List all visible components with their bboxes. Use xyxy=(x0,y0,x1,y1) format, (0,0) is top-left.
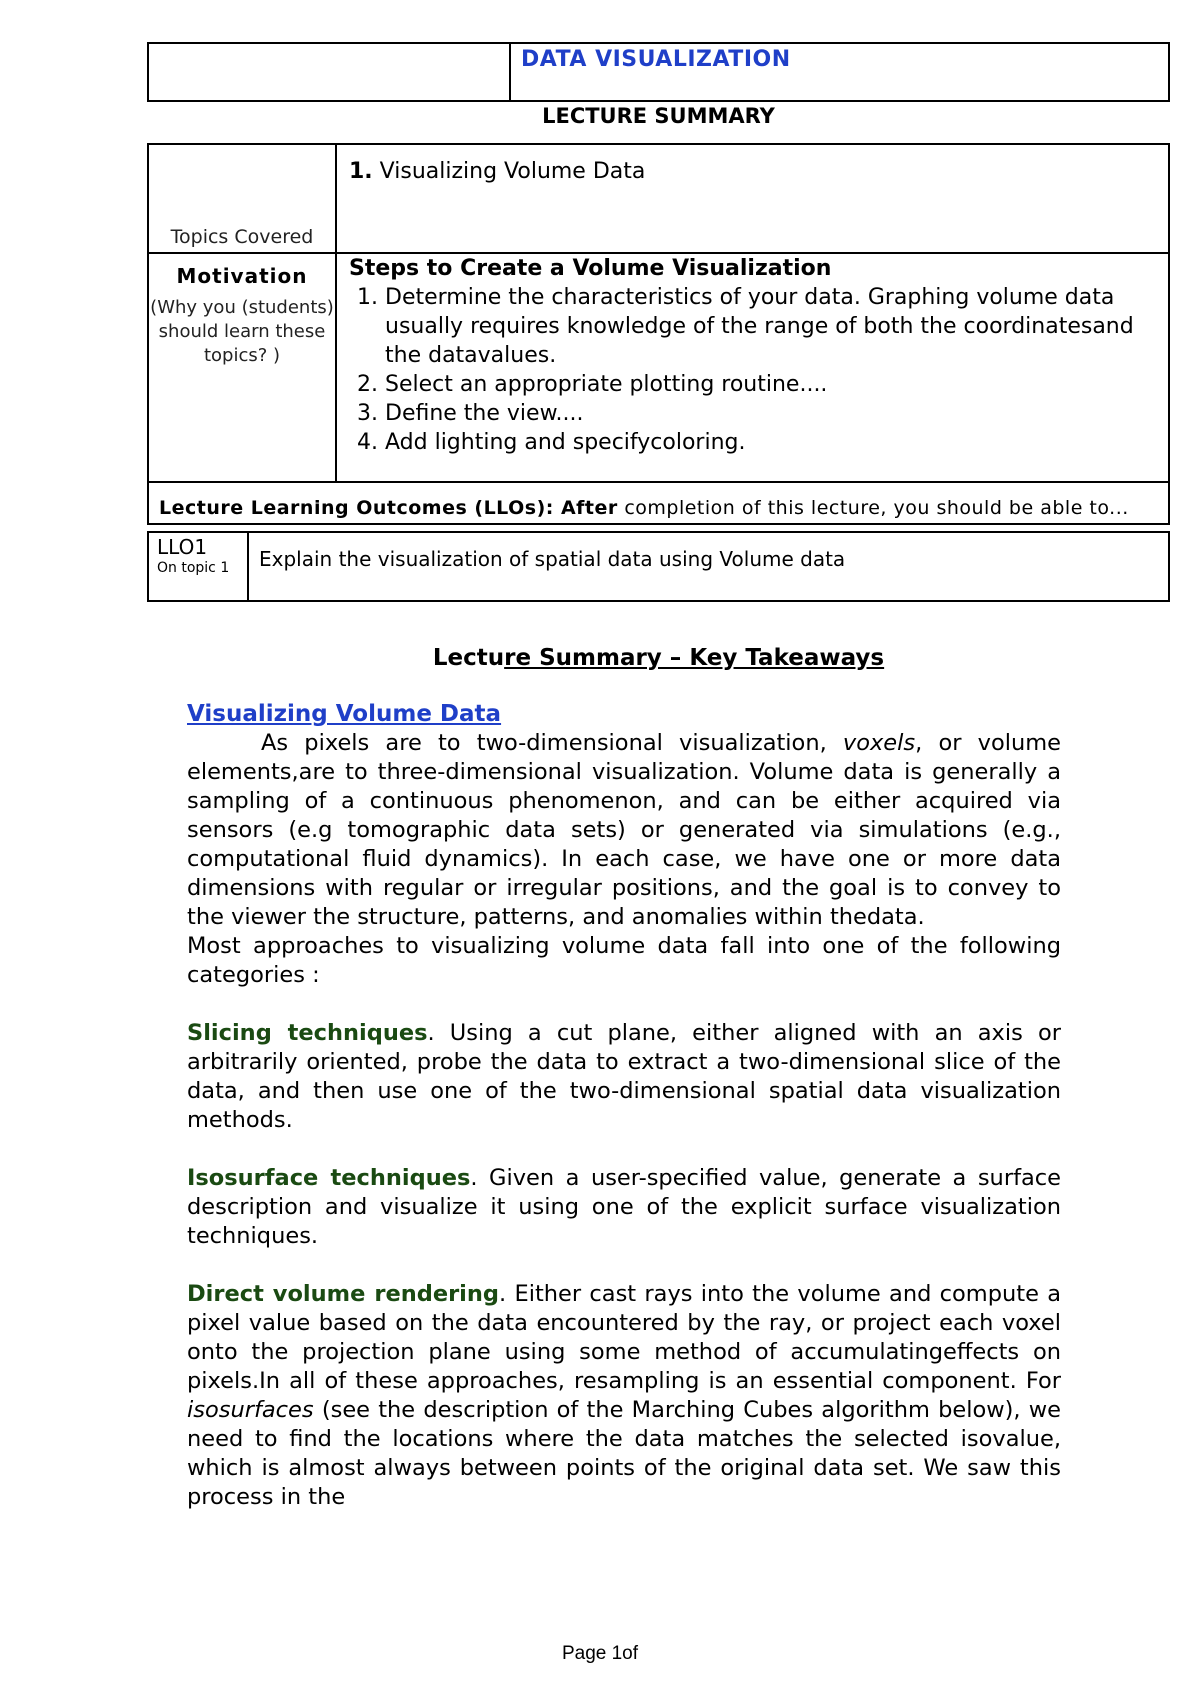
paragraph-slicing xyxy=(187,1019,1061,1135)
lecture-summary-label: LECTURE SUMMARY xyxy=(542,104,775,128)
takeaways-body xyxy=(187,700,1061,1512)
topic-item: Visualizing Volume Data xyxy=(379,159,646,184)
p1-text-a: As pixels are to two-dimensional visualization, xyxy=(261,730,843,756)
motivation-title: Motivation xyxy=(176,264,308,288)
llo-intro-rest: completion of this lecture, you should be able to... xyxy=(617,497,1129,519)
topic-number: 1. xyxy=(349,159,373,184)
steps-cell xyxy=(336,253,1169,482)
header-blank-cell xyxy=(149,44,511,100)
paragraph-voxels xyxy=(187,729,1061,932)
llo-topic: On topic 1 xyxy=(157,560,230,576)
topics-label: Topics Covered xyxy=(148,144,336,253)
dvr-text-b: (see the description of the Marching Cubes algorithm below), we need to find the locations where the data matches the selected isovalue, which is almost always between points of the original data set. We saw this process in the xyxy=(187,1397,1061,1510)
dvr-text-a: . Either cast rays into the volume and compute a pixel value based on the data encountered by the ray, or project each voxel onto the projection plane using some method of accumulatingeffects on pixels.In all of these approaches, resampling is an essential component. For xyxy=(187,1281,1061,1394)
motivation-subtitle: (Why you (students) should learn these topics? ) xyxy=(150,297,334,366)
llo-text: Explain the visualization of spatial data using Volume data xyxy=(248,532,1169,601)
key-takeaways-title-b: re Summary – Key Takeaways xyxy=(504,645,885,671)
llo-code: LLO1 xyxy=(157,535,208,559)
llo-table xyxy=(147,531,1170,602)
step-item: 4. Add lighting and specifycoloring. xyxy=(385,428,1156,457)
slicing-label: Slicing techniques xyxy=(187,1020,428,1046)
paragraph-categories: Most approaches to visualizing volume data fall into one of the following categories : xyxy=(187,933,1061,988)
table-row xyxy=(148,532,1169,601)
step-item: 1. Determine the characteristics of your data. Graphing volume data usually requires knowledge of the range of both the coordinatesand the datavalues. xyxy=(385,283,1156,370)
step-item: 3. Define the view.... xyxy=(385,399,1156,428)
course-header xyxy=(147,42,1170,102)
llo-intro-bold: Lecture Learning Outcomes (LLOs): After xyxy=(159,497,618,519)
summary-table xyxy=(147,143,1170,525)
key-takeaways-title-a: Lectu xyxy=(432,645,505,671)
isosurface-label: Isosurface techniques xyxy=(187,1165,471,1191)
motivation-cell xyxy=(148,253,336,482)
llo-code-cell xyxy=(148,532,248,601)
paragraph-isosurface xyxy=(187,1164,1061,1251)
steps-title: Steps to Create a Volume Visualization xyxy=(349,256,832,281)
p1-voxels: voxels xyxy=(842,730,916,756)
paragraph-direct-volume xyxy=(187,1280,1061,1512)
key-takeaways-title xyxy=(147,645,1170,671)
llo-intro xyxy=(148,482,1169,524)
dvr-label: Direct volume rendering xyxy=(187,1281,500,1307)
course-title: DATA VISUALIZATION xyxy=(521,47,791,72)
isosurface-text: . Given a user-specified value, generate a surface description and visualize it using one of the explicit surface visualization techniques. xyxy=(187,1165,1061,1249)
p1-text-b: , or volume elements,are to three-dimensional visualization. Volume data is generally a sampling of a continuous phenomenon, and can be either acquired via sensors (e.g tomographic data sets) or generated via simulations (e.g., computational fluid dynamics). In each case, we have one or more data dimensions with regular or irregular positions, and the goal is to convey to the viewer the structure, patterns, and anomalies within thedata. xyxy=(187,730,1061,930)
section-heading-link[interactable]: Visualizing Volume Data xyxy=(187,701,502,727)
steps-list xyxy=(349,283,1156,457)
page-number: Page 1of xyxy=(561,1643,639,1664)
topics-cell xyxy=(336,144,1169,253)
slicing-text: . Using a cut plane, either aligned with an axis or arbitrarily oriented, probe the data to extract a two-dimensional slice of the data, and then use one of the two-dimensional spatial data visualization methods. xyxy=(187,1020,1061,1133)
dvr-isosurfaces: isosurfaces xyxy=(187,1397,314,1423)
step-item: 2. Select an appropriate plotting routine.... xyxy=(385,370,1156,399)
